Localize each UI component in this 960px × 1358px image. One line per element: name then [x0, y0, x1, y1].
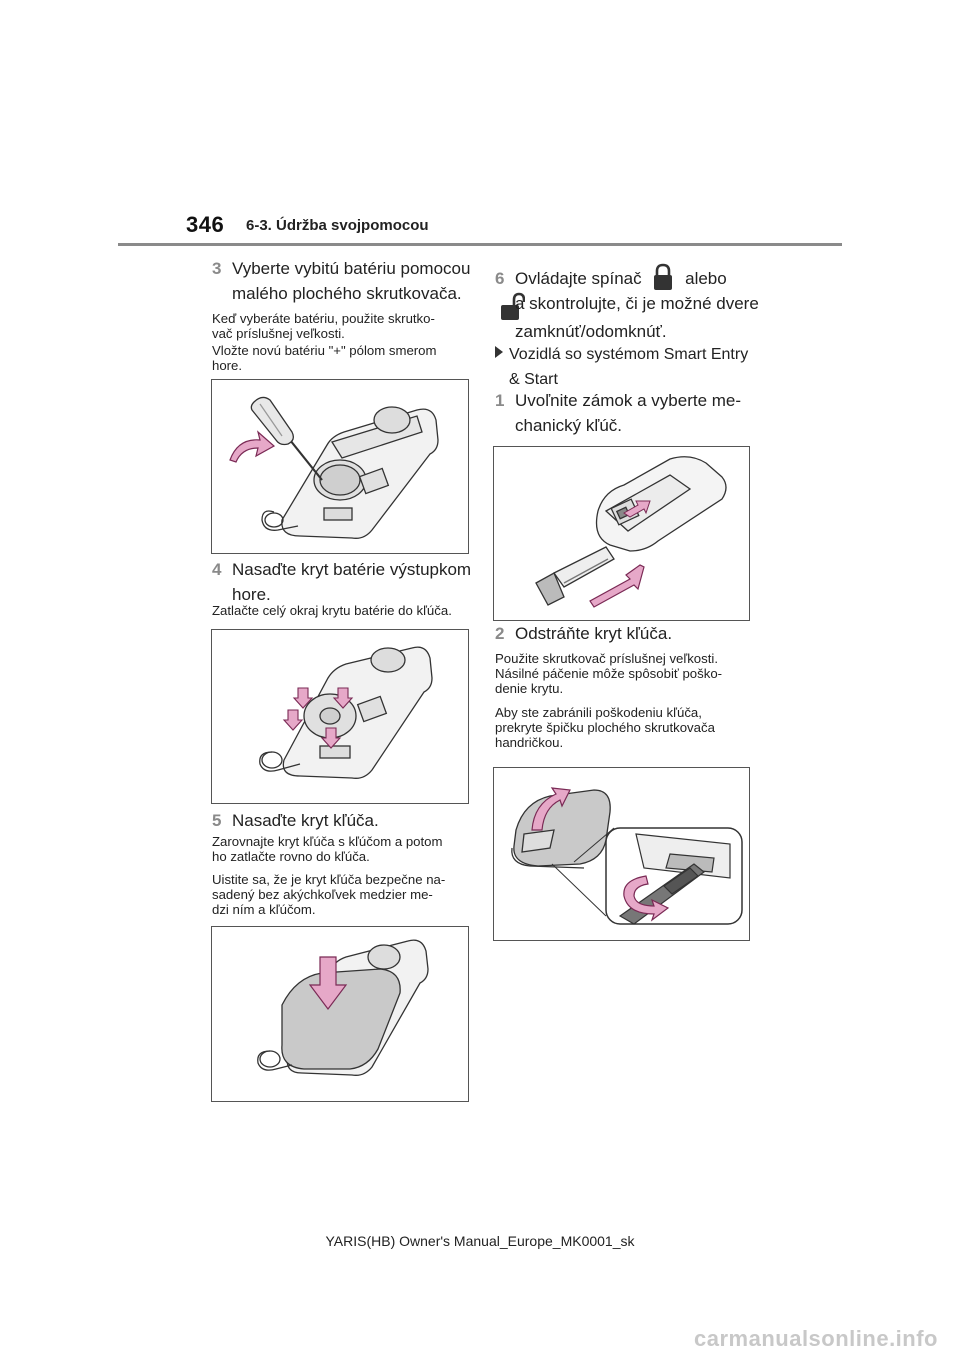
note-line: Aby ste zabránili poškodeniu kľúča,	[495, 705, 702, 720]
footer-manual-id: YARIS(HB) Owner's Manual_Europe_MK0001_sk	[325, 1233, 635, 1249]
key-cover-press-illustration	[212, 927, 468, 1101]
step-text: Ovládajte spínač	[515, 269, 642, 288]
step-text: malého plochého skrutkovača.	[232, 284, 462, 303]
note-line: Uistite sa, že je kryt kľúča bezpečne na-	[212, 872, 446, 887]
header-divider	[118, 243, 842, 246]
figure-battery-cover	[211, 629, 469, 804]
key-battery-cover-illustration	[212, 630, 468, 803]
pull-out-arrow-icon	[590, 565, 644, 607]
step-number: 5	[212, 811, 222, 830]
figure-remove-battery	[211, 379, 469, 554]
step-number: 1	[495, 391, 505, 410]
figure-key-cover	[211, 926, 469, 1102]
step-text: Uvoľnite zámok a vyberte me-	[515, 391, 742, 410]
note-line: vač príslušnej veľkosti.	[212, 326, 345, 341]
step-5-note-1	[212, 834, 474, 864]
rotate-arrow-icon	[230, 432, 274, 462]
triangle-bullet-icon	[495, 346, 503, 358]
subhead-text: & Start	[509, 371, 558, 388]
step-3	[212, 256, 482, 306]
step-5	[212, 808, 482, 833]
note-line: Keď vyberáte batériu, použite skrutko-	[212, 311, 435, 326]
note-line: Zatlačte celý okraj krytu batérie do kľúča.	[212, 603, 452, 618]
step-text: hore.	[232, 585, 271, 604]
step-text: Vyberte vybitú batériu pomocou	[232, 259, 471, 278]
step-3-note-1	[212, 311, 474, 341]
step-2	[495, 621, 765, 646]
step-number: 2	[495, 624, 505, 643]
note-line: denie krytu.	[495, 681, 564, 696]
page-number: 346	[186, 212, 225, 237]
step-number: 4	[212, 560, 222, 579]
subhead-text: Vozidlá so systémom Smart Entry	[509, 346, 749, 363]
key-open-screwdriver-illustration	[212, 380, 468, 553]
note-line: hore.	[212, 358, 243, 373]
step-text: a skontrolujte, či je možné dvere	[515, 294, 759, 313]
step-4	[212, 557, 482, 607]
step-text: chanický kľúč.	[515, 416, 622, 435]
note-line: Násilné páčenie môže spôsobiť poško-	[495, 666, 723, 681]
step-text: Nasaďte kryt batérie výstupkom	[232, 560, 472, 579]
figure-remove-key-cover	[493, 767, 750, 941]
lock-closed-icon	[650, 262, 676, 292]
note-line: sadený bez akýchkoľvek medzier me-	[212, 887, 433, 902]
watermark: carmanualsonline.info	[694, 1326, 938, 1351]
note-line: dzi ním a kľúčom.	[212, 902, 316, 917]
step-number: 6	[495, 269, 505, 288]
note-line: handričkou.	[495, 735, 564, 750]
note-line: Použite skrutkovač príslušnej veľkosti.	[495, 651, 718, 666]
note-line: Vložte novú batériu "+" pólom smerom	[212, 343, 437, 358]
section-title: 6-3. Údržba svojpomocou	[246, 217, 429, 234]
step-text: zamknúť/odomknúť.	[515, 322, 667, 341]
mechanical-key-removal-illustration	[494, 447, 749, 620]
step-2-note-1	[495, 651, 757, 696]
note-line: Zarovnajte kryt kľúča s kľúčom a potom	[212, 834, 443, 849]
press-arrow-icon	[284, 710, 302, 730]
step-text: alebo	[685, 269, 727, 288]
figure-mechanical-key	[493, 446, 750, 621]
step-number: 3	[212, 259, 222, 278]
step-2-note-2	[495, 705, 757, 750]
step-3-note-2	[212, 343, 474, 373]
step-text: Nasaďte kryt kľúča.	[232, 811, 379, 830]
step-text: Odstráňte kryt kľúča.	[515, 624, 673, 643]
step-1	[495, 388, 765, 438]
key-cover-pry-illustration	[494, 768, 749, 940]
step-5-note-2	[212, 872, 474, 917]
vehicle-condition-subhead	[495, 342, 765, 392]
note-line: ho zatlačte rovno do kľúča.	[212, 849, 370, 864]
step-6-continuation	[515, 290, 775, 346]
step-4-note-1	[212, 603, 474, 618]
note-line: prekryte špičku plochého skrutkovača	[495, 720, 715, 735]
